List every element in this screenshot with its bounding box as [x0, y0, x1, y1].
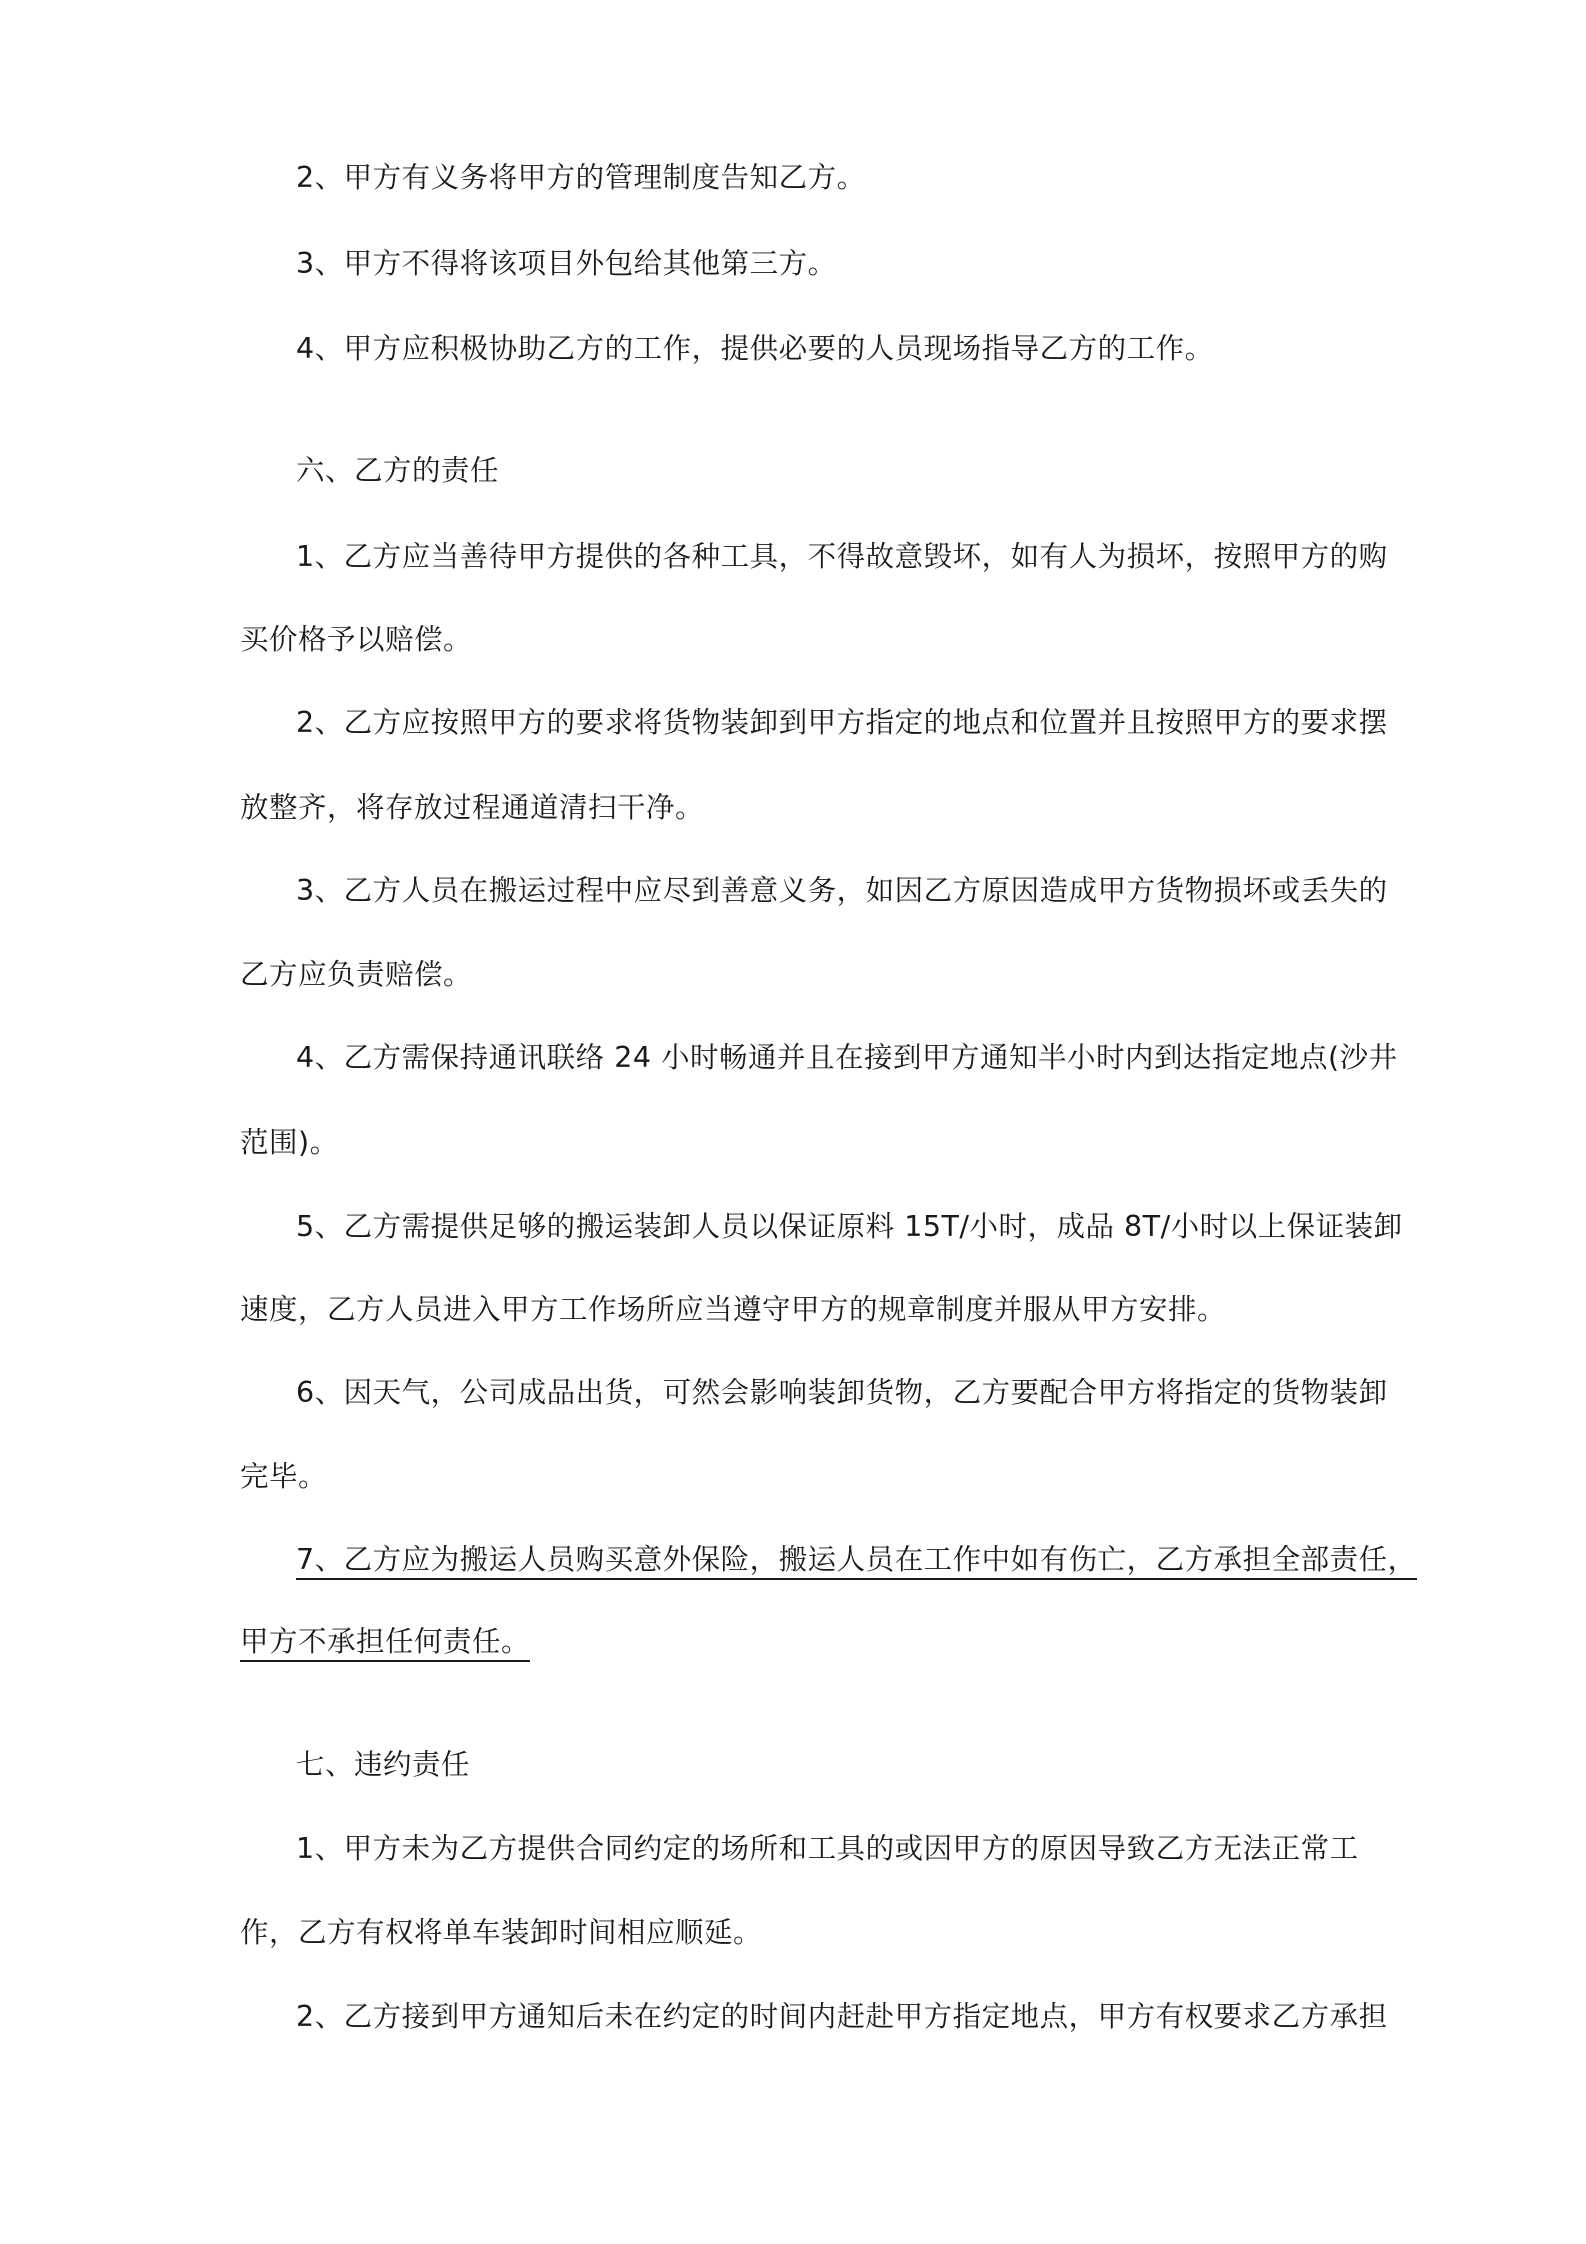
clause-6-5-line-2: 速度，乙方人员进入甲方工作场所应当遵守甲方的规章制度并服从甲方安排。: [240, 1293, 1227, 1326]
clause-7-1-line-1: 1、甲方未为乙方提供合同约定的场所和工具的或因甲方的原因导致乙方无法正常工: [296, 1832, 1359, 1865]
clause-6-2-line-1: 2、乙方应按照甲方的要求将货物装卸到甲方指定的地点和位置并且按照甲方的要求摆: [296, 706, 1388, 739]
clause-6-1-line-1: 1、乙方应当善待甲方提供的各种工具，不得故意毁坏，如有人为损坏，按照甲方的购: [296, 540, 1388, 573]
clause-6-6-line-2: 完毕。: [240, 1460, 328, 1493]
clause-6-6-line-1: 6、因天气，公司成品出货，可然会影响装卸货物，乙方要配合甲方将指定的货物装卸: [296, 1376, 1388, 1409]
clause-6-1-line-2: 买价格予以赔偿。: [240, 623, 473, 656]
clause-6-3-line-1: 3、乙方人员在搬运过程中应尽到善意义务，如因乙方原因造成甲方货物损坏或丢失的: [296, 874, 1388, 907]
section-heading-7: 七、违约责任: [296, 1748, 471, 1781]
clause-6-7-line-1: [296, 1540, 1417, 1580]
clause-6-3-line-2: 乙方应负责赔偿。: [240, 958, 473, 991]
clause-6-4-line-1: 4、乙方需保持通讯联络 24 小时畅通并且在接到甲方通知半小时内到达指定地点(沙井: [296, 1041, 1398, 1074]
clause-6-2-line-2: 放整齐，将存放过程通道清扫干净。: [240, 791, 705, 824]
clause-7-1-line-2: 作，乙方有权将单车装卸时间相应顺延。: [240, 1916, 763, 1949]
clause-6-7-line-2: [240, 1622, 1350, 1662]
clause-5-4: 4、甲方应积极协助乙方的工作，提供必要的人员现场指导乙方的工作。: [296, 332, 1214, 365]
underlined-text: 7、乙方应为搬运人员购买意外保险，搬运人员在工作中如有伤亡，乙方承担全部责任，: [296, 1543, 1417, 1580]
clause-6-5-line-1: 5、乙方需提供足够的搬运装卸人员以保证原料 15T/小时，成品 8T/小时以上保证装卸: [296, 1210, 1403, 1243]
clause-7-2-line-1: 2、乙方接到甲方通知后未在约定的时间内赶赴甲方指定地点，甲方有权要求乙方承担: [296, 2000, 1388, 2033]
underlined-text: 甲方不承担任何责任。: [240, 1625, 530, 1662]
section-heading-6: 六、乙方的责任: [296, 454, 500, 487]
clause-5-3: 3、甲方不得将该项目外包给其他第三方。: [296, 247, 837, 280]
clause-5-2: 2、甲方有义务将甲方的管理制度告知乙方。: [296, 161, 866, 194]
clause-6-4-line-2: 范围)。: [240, 1126, 339, 1159]
